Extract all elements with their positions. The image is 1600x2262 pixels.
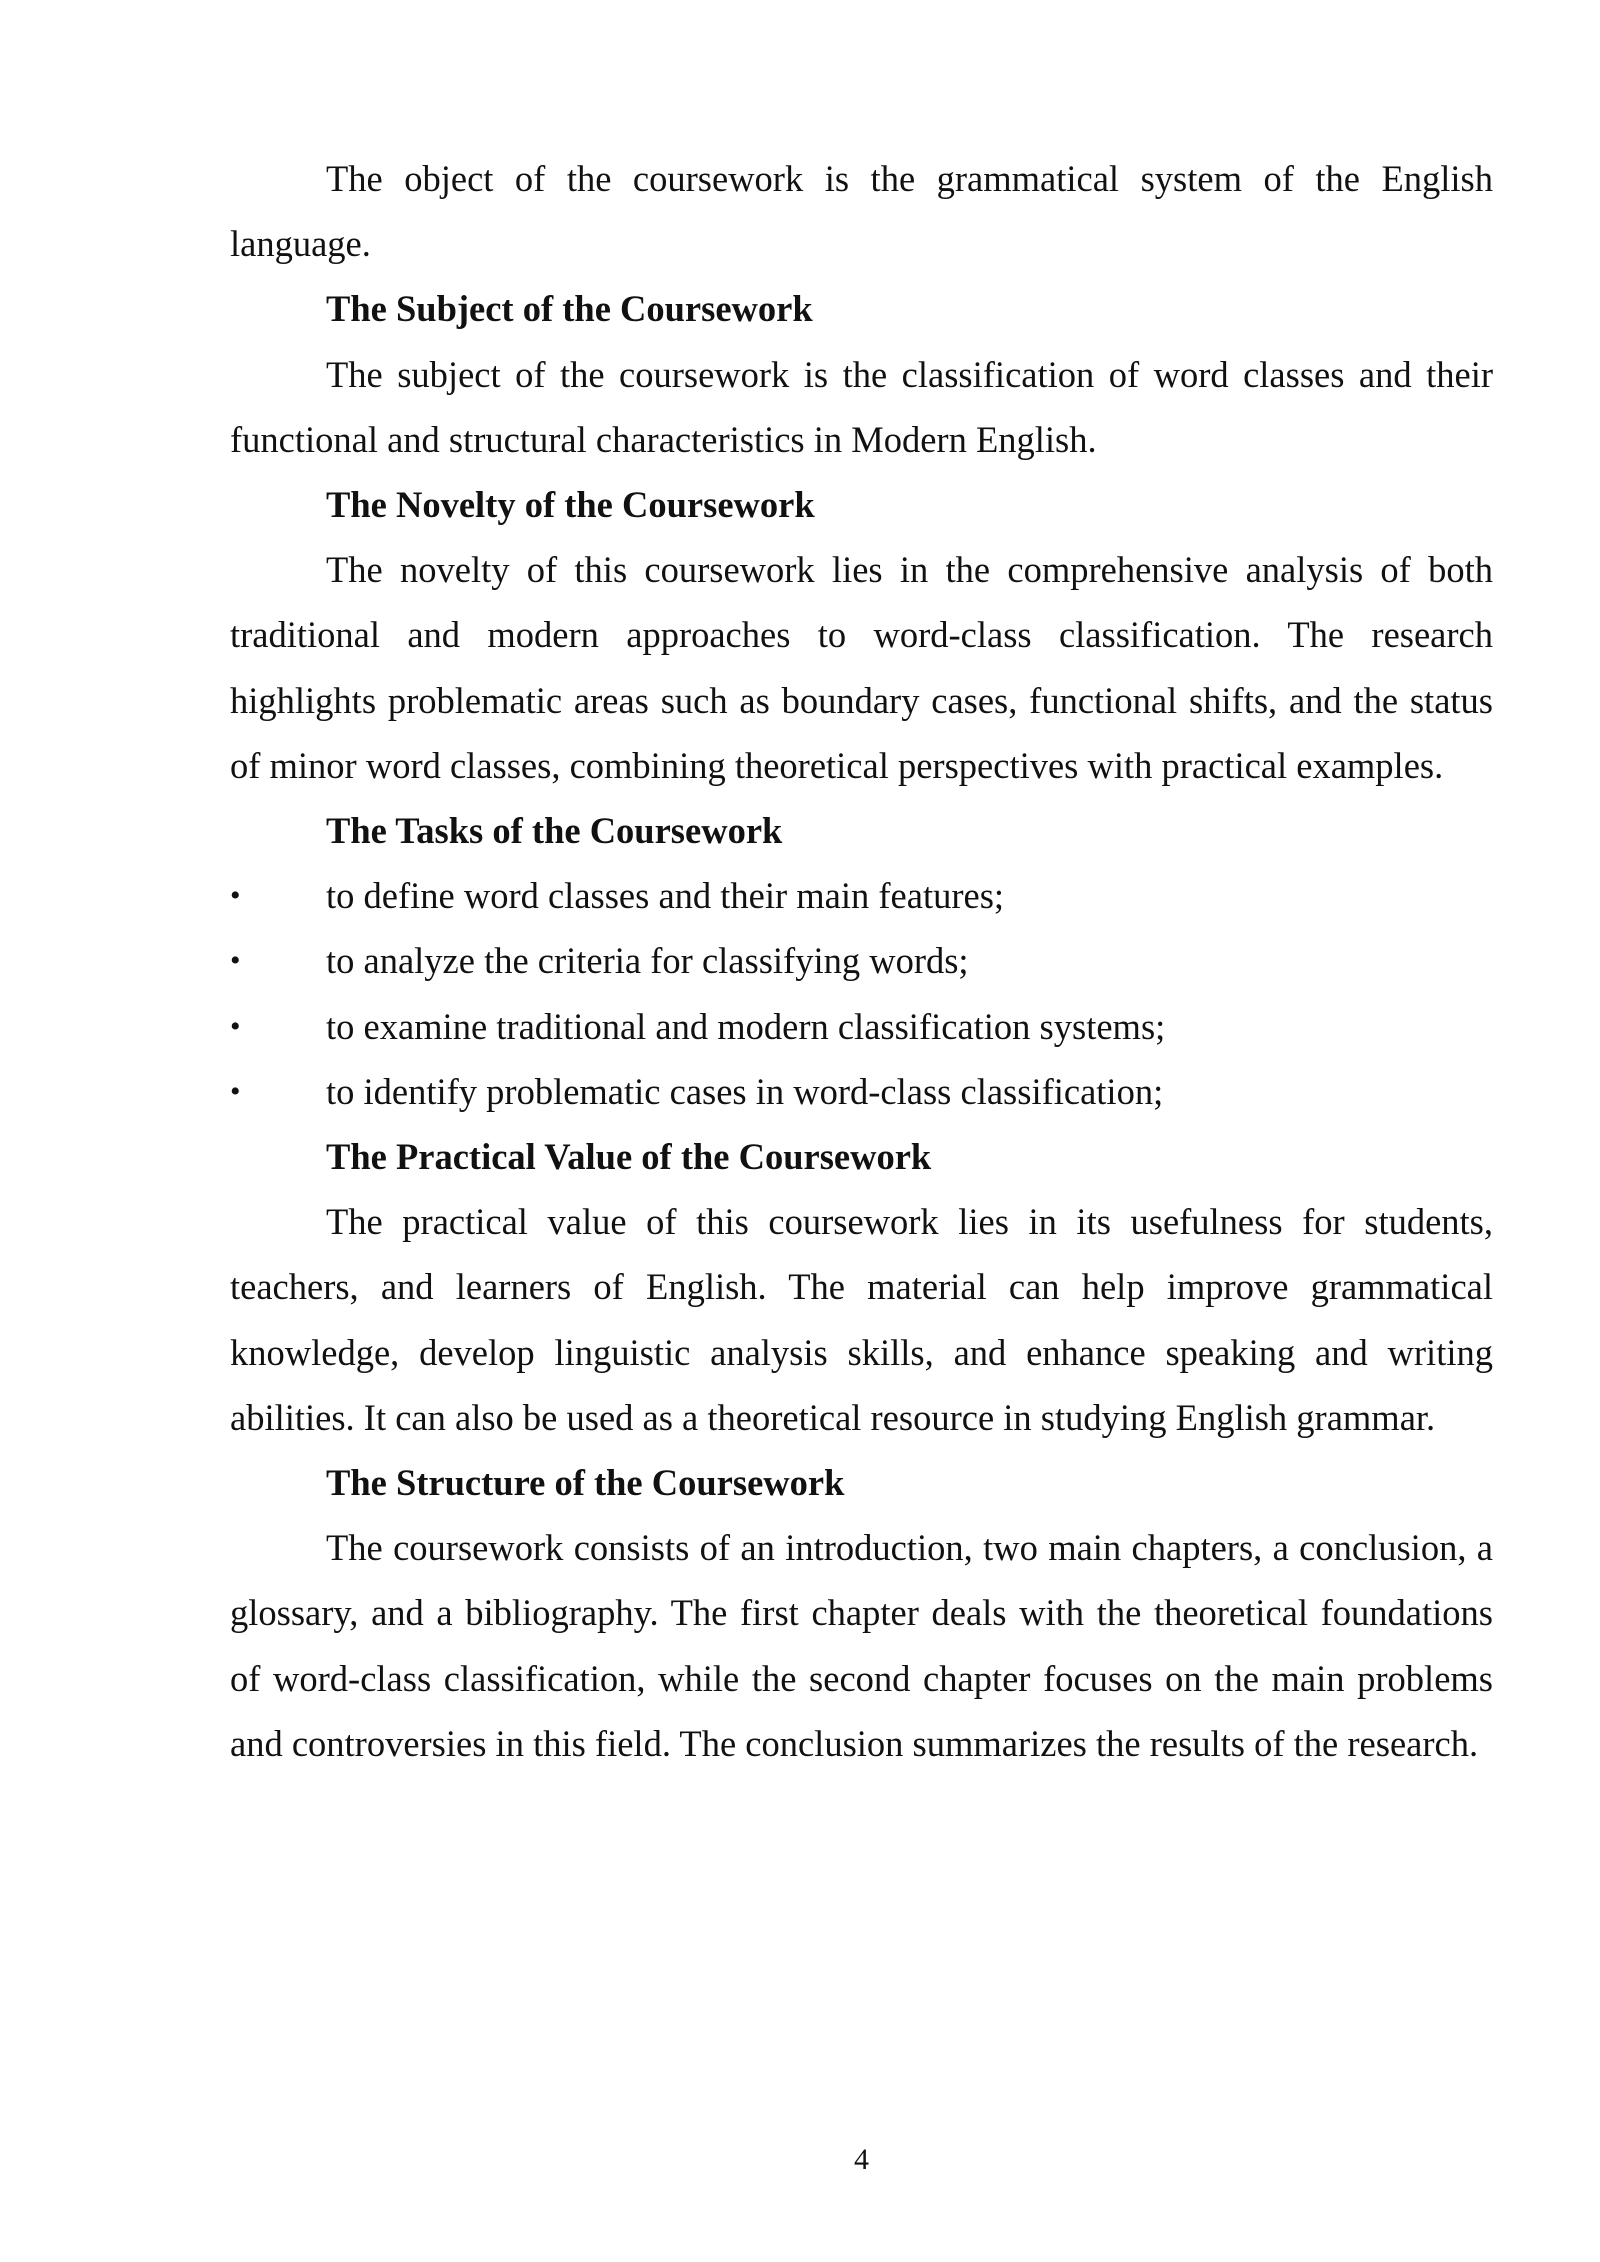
list-item: [230, 994, 1493, 1059]
task-text: to analyze the criteria for classifying words;: [326, 940, 969, 982]
list-item: [230, 863, 1493, 928]
object-paragraph: The object of the coursework is the grammatical system of the English language.: [230, 158, 1493, 265]
bullet-icon: •: [230, 879, 241, 913]
practical-value-heading: The Practical Value of the Coursework: [326, 1136, 932, 1178]
bullet-icon: •: [230, 944, 241, 978]
task-text: to define word classes and their main features;: [326, 875, 1005, 917]
subject-paragraph: The subject of the coursework is the classification of word classes and their functional and structural characteristics in Modern English.: [230, 353, 1493, 460]
novelty-paragraph: The novelty of this coursework lies in the comprehensive analysis of both traditional and modern approaches to word-class classification. The research highlights problematic areas such as boundary cases, functional shifts, and the status of minor word classes, combining theoretical perspectives with practical examples.: [230, 549, 1493, 786]
subject-heading: The Subject of the Coursework: [326, 288, 813, 330]
bullet-icon: •: [230, 1009, 241, 1043]
bullet-icon: •: [230, 1074, 241, 1108]
tasks-list: [230, 863, 1493, 1124]
list-item: [230, 928, 1493, 993]
structure-paragraph: The coursework consists of an introduction, two main chapters, a conclusion, a glossary, and a bibliography. The first chapter deals with the theoretical foundations of word-class classification, while the second chapter focuses on the main problems and controversies in this field. The conclusion summarizes the results of the research.: [230, 1527, 1493, 1764]
tasks-heading: The Tasks of the Coursework: [326, 810, 783, 852]
task-text: to examine traditional and modern classification systems;: [326, 1005, 1166, 1047]
page-body: [230, 146, 1493, 1776]
practical-value-paragraph: The practical value of this coursework lies in its usefulness for students, teachers, and learners of English. The material can help improve grammatical knowledge, develop linguistic analysis skills, and enhance speaking and writing abilities. It can also be used as a theoretical resource in studying English grammar.: [230, 1201, 1493, 1438]
task-text: to identify problematic cases in word-class classification;: [326, 1070, 1164, 1112]
list-item: [230, 1059, 1493, 1124]
novelty-heading: The Novelty of the Coursework: [326, 484, 815, 526]
structure-heading: The Structure of the Coursework: [326, 1462, 845, 1504]
page-number: 4: [854, 2143, 869, 2176]
